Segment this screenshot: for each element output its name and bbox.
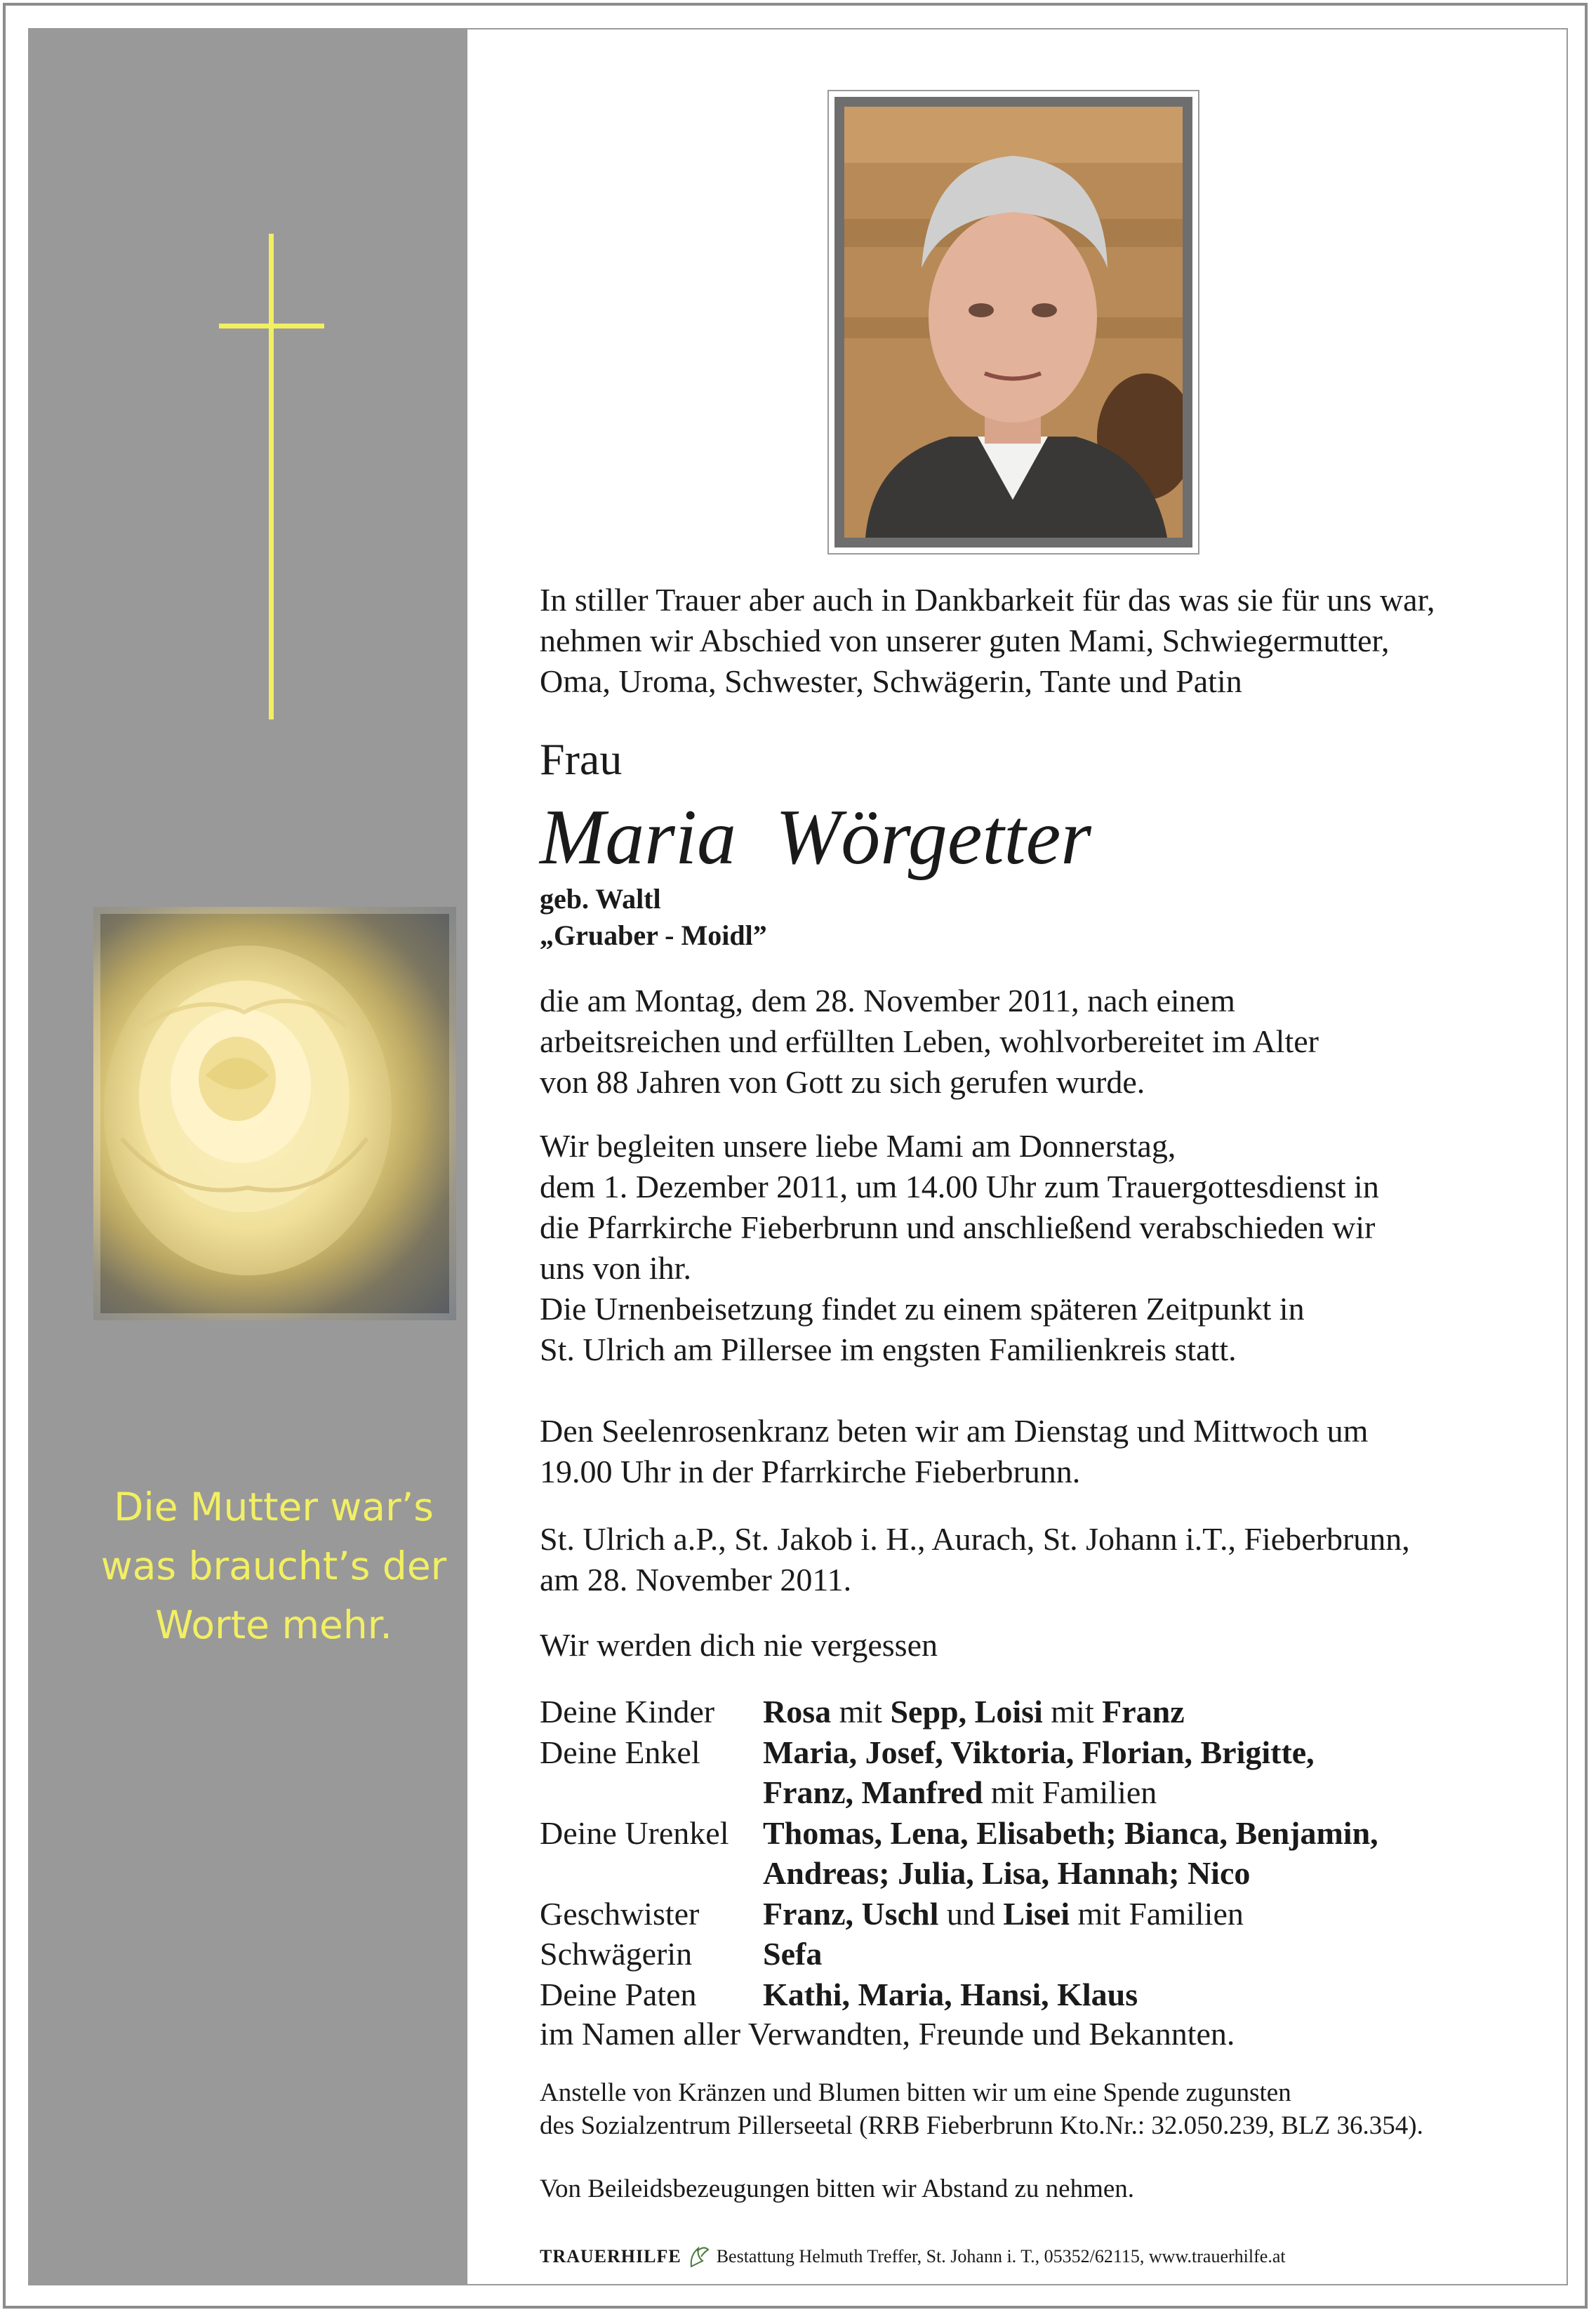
family-row [540,1894,1536,1934]
family-names [763,1894,1244,1934]
cross-icon [269,234,274,719]
rosary-line: 19.00 Uhr in der Pfarrkirche Fieberbrunn. [540,1454,1081,1489]
family-names [763,1772,1157,1813]
burial-text [540,1126,1536,1370]
family-label: Schwägerin [540,1936,693,1972]
burial-line: dem 1. Dezember 2011, um 14.00 Uhr zum Trauergottesdienst in [540,1169,1379,1204]
deceased-title: Frau [540,734,623,784]
family-names [763,1934,822,1974]
family-row [540,1934,1536,1974]
quote-line: Worte mehr. [155,1602,392,1647]
death-line: die am Montag, dem 28. November 2011, nach einem [540,983,1235,1018]
burial-line: die Pfarrkirche Fieberbrunn und anschließend verabschieden wir [540,1209,1376,1245]
deceased-birth-name [540,881,1536,954]
family-row [540,1853,1536,1894]
family-member-names: Franz, Manfred [763,1774,983,1810]
quote-line: was braucht’s der [100,1543,447,1588]
death-line: arbeitsreichen und erfüllten Leben, wohlvorbereitet im Alter [540,1023,1319,1059]
family-row [540,1732,1536,1773]
family-label: Deine Paten [540,1976,697,2012]
family-row [540,1772,1536,1813]
cross-icon-bar [219,324,324,328]
burial-line: St. Ulrich am Pillersee im engsten Familienkreis statt. [540,1332,1237,1367]
dove-leaf-icon [687,2243,711,2271]
family-member-names: Andreas; Julia, Lisa, Hannah; Nico [763,1855,1251,1891]
family-member-names: Franz, Uschl [763,1895,939,1932]
family-member-names: Rosa [763,1694,832,1730]
closing-text: im Namen aller Verwandten, Freunde und Bekannten. [540,2016,1235,2052]
family-label [540,1853,763,1894]
family-member-names: Lisei [1003,1895,1070,1932]
family-row [540,1692,1536,1732]
intro-line: nehmen wir Abschied von unserer guten Mami, Schwiegermutter, [540,623,1390,658]
family-connector: mit [1042,1694,1103,1730]
donation-line: des Sozialzentrum Pillerseetal (RRB Fieberbrunn Kto.Nr.: 32.050.239, BLZ 36.354). [540,2111,1423,2140]
never-forget-text: Wir werden dich nie vergessen [540,1627,938,1663]
family-names [763,1813,1378,1854]
burial-line: Wir begleiten unsere liebe Mami am Donnerstag, [540,1128,1176,1164]
family-connector: mit Familien [1069,1895,1244,1932]
deceased-name: Maria Wörgetter [540,794,1091,881]
birth-name: geb. Waltl [540,883,661,915]
places-line: St. Ulrich a.P., St. Jakob i. H., Aurach, St. Johann i.T., Fieberbrunn, [540,1521,1410,1557]
family-list [540,1692,1536,2014]
family-label: Deine Kinder [540,1694,715,1730]
family-member-names: Franz [1102,1694,1185,1730]
family-names [763,1974,1138,2015]
family-row [540,1974,1536,2015]
yellow-rose-photo [93,907,456,1320]
donation-line: Anstelle von Kränzen und Blumen bitten wir um eine Spende zugunsten [540,2078,1291,2107]
donation-text [540,2076,1564,2142]
family-names [763,1853,1250,1894]
places-text [540,1519,1536,1600]
family-connector: mit [831,1694,891,1730]
burial-line: uns von ihr. [540,1250,691,1286]
rosary-line: Den Seelenrosenkranz beten wir am Dienstag und Mittwoch um [540,1413,1369,1449]
footer [540,2243,1550,2271]
condolence-text: Von Beileidsbezeugungen bitten wir Abstand zu nehmen. [540,2175,1135,2203]
family-label: Deine Enkel [540,1734,700,1770]
death-text [540,981,1536,1103]
family-member-names: Sepp, Loisi [890,1694,1043,1730]
death-line: von 88 Jahren von Gott zu sich gerufen wurde. [540,1064,1145,1100]
footer-brand: TRAUERHILFE [540,2246,681,2266]
portrait-photo [834,97,1192,547]
sidebar [28,28,467,2285]
nickname: „Gruaber - Moidl” [540,920,767,951]
family-connector: mit Familien [983,1774,1157,1810]
places-line: am 28. November 2011. [540,1562,852,1598]
family-names [763,1692,1185,1732]
intro-line: Oma, Uroma, Schwester, Schwägerin, Tante und Patin [540,663,1242,699]
family-label: Deine Urenkel [540,1814,729,1851]
burial-line: Die Urnenbeisetzung findet zu einem späteren Zeitpunkt in [540,1291,1305,1327]
sidebar-quote [70,1478,477,1654]
family-member-names: Maria, Josef, Viktoria, Florian, Brigitte, [763,1734,1315,1770]
rosary-text [540,1411,1536,1492]
family-member-names: Sefa [763,1936,823,1972]
intro-line: In stiller Trauer aber auch in Dankbarkeit für das was sie für uns war, [540,582,1435,618]
family-connector: und [938,1895,1004,1932]
family-member-names: Thomas, Lena, Elisabeth; Bianca, Benjamin, [763,1814,1378,1851]
family-label: Geschwister [540,1895,700,1932]
footer-text: Bestattung Helmuth Treffer, St. Johann i. T., 05352/62115, www.trauerhilfe.at [716,2246,1286,2266]
portrait-frame [827,90,1199,555]
family-member-names: Kathi, Maria, Hansi, Klaus [763,1976,1138,2012]
intro-text [540,580,1536,702]
quote-line: Die Mutter war’s [114,1485,434,1529]
family-names [763,1732,1315,1773]
family-label [540,1772,763,1813]
family-row [540,1813,1536,1854]
